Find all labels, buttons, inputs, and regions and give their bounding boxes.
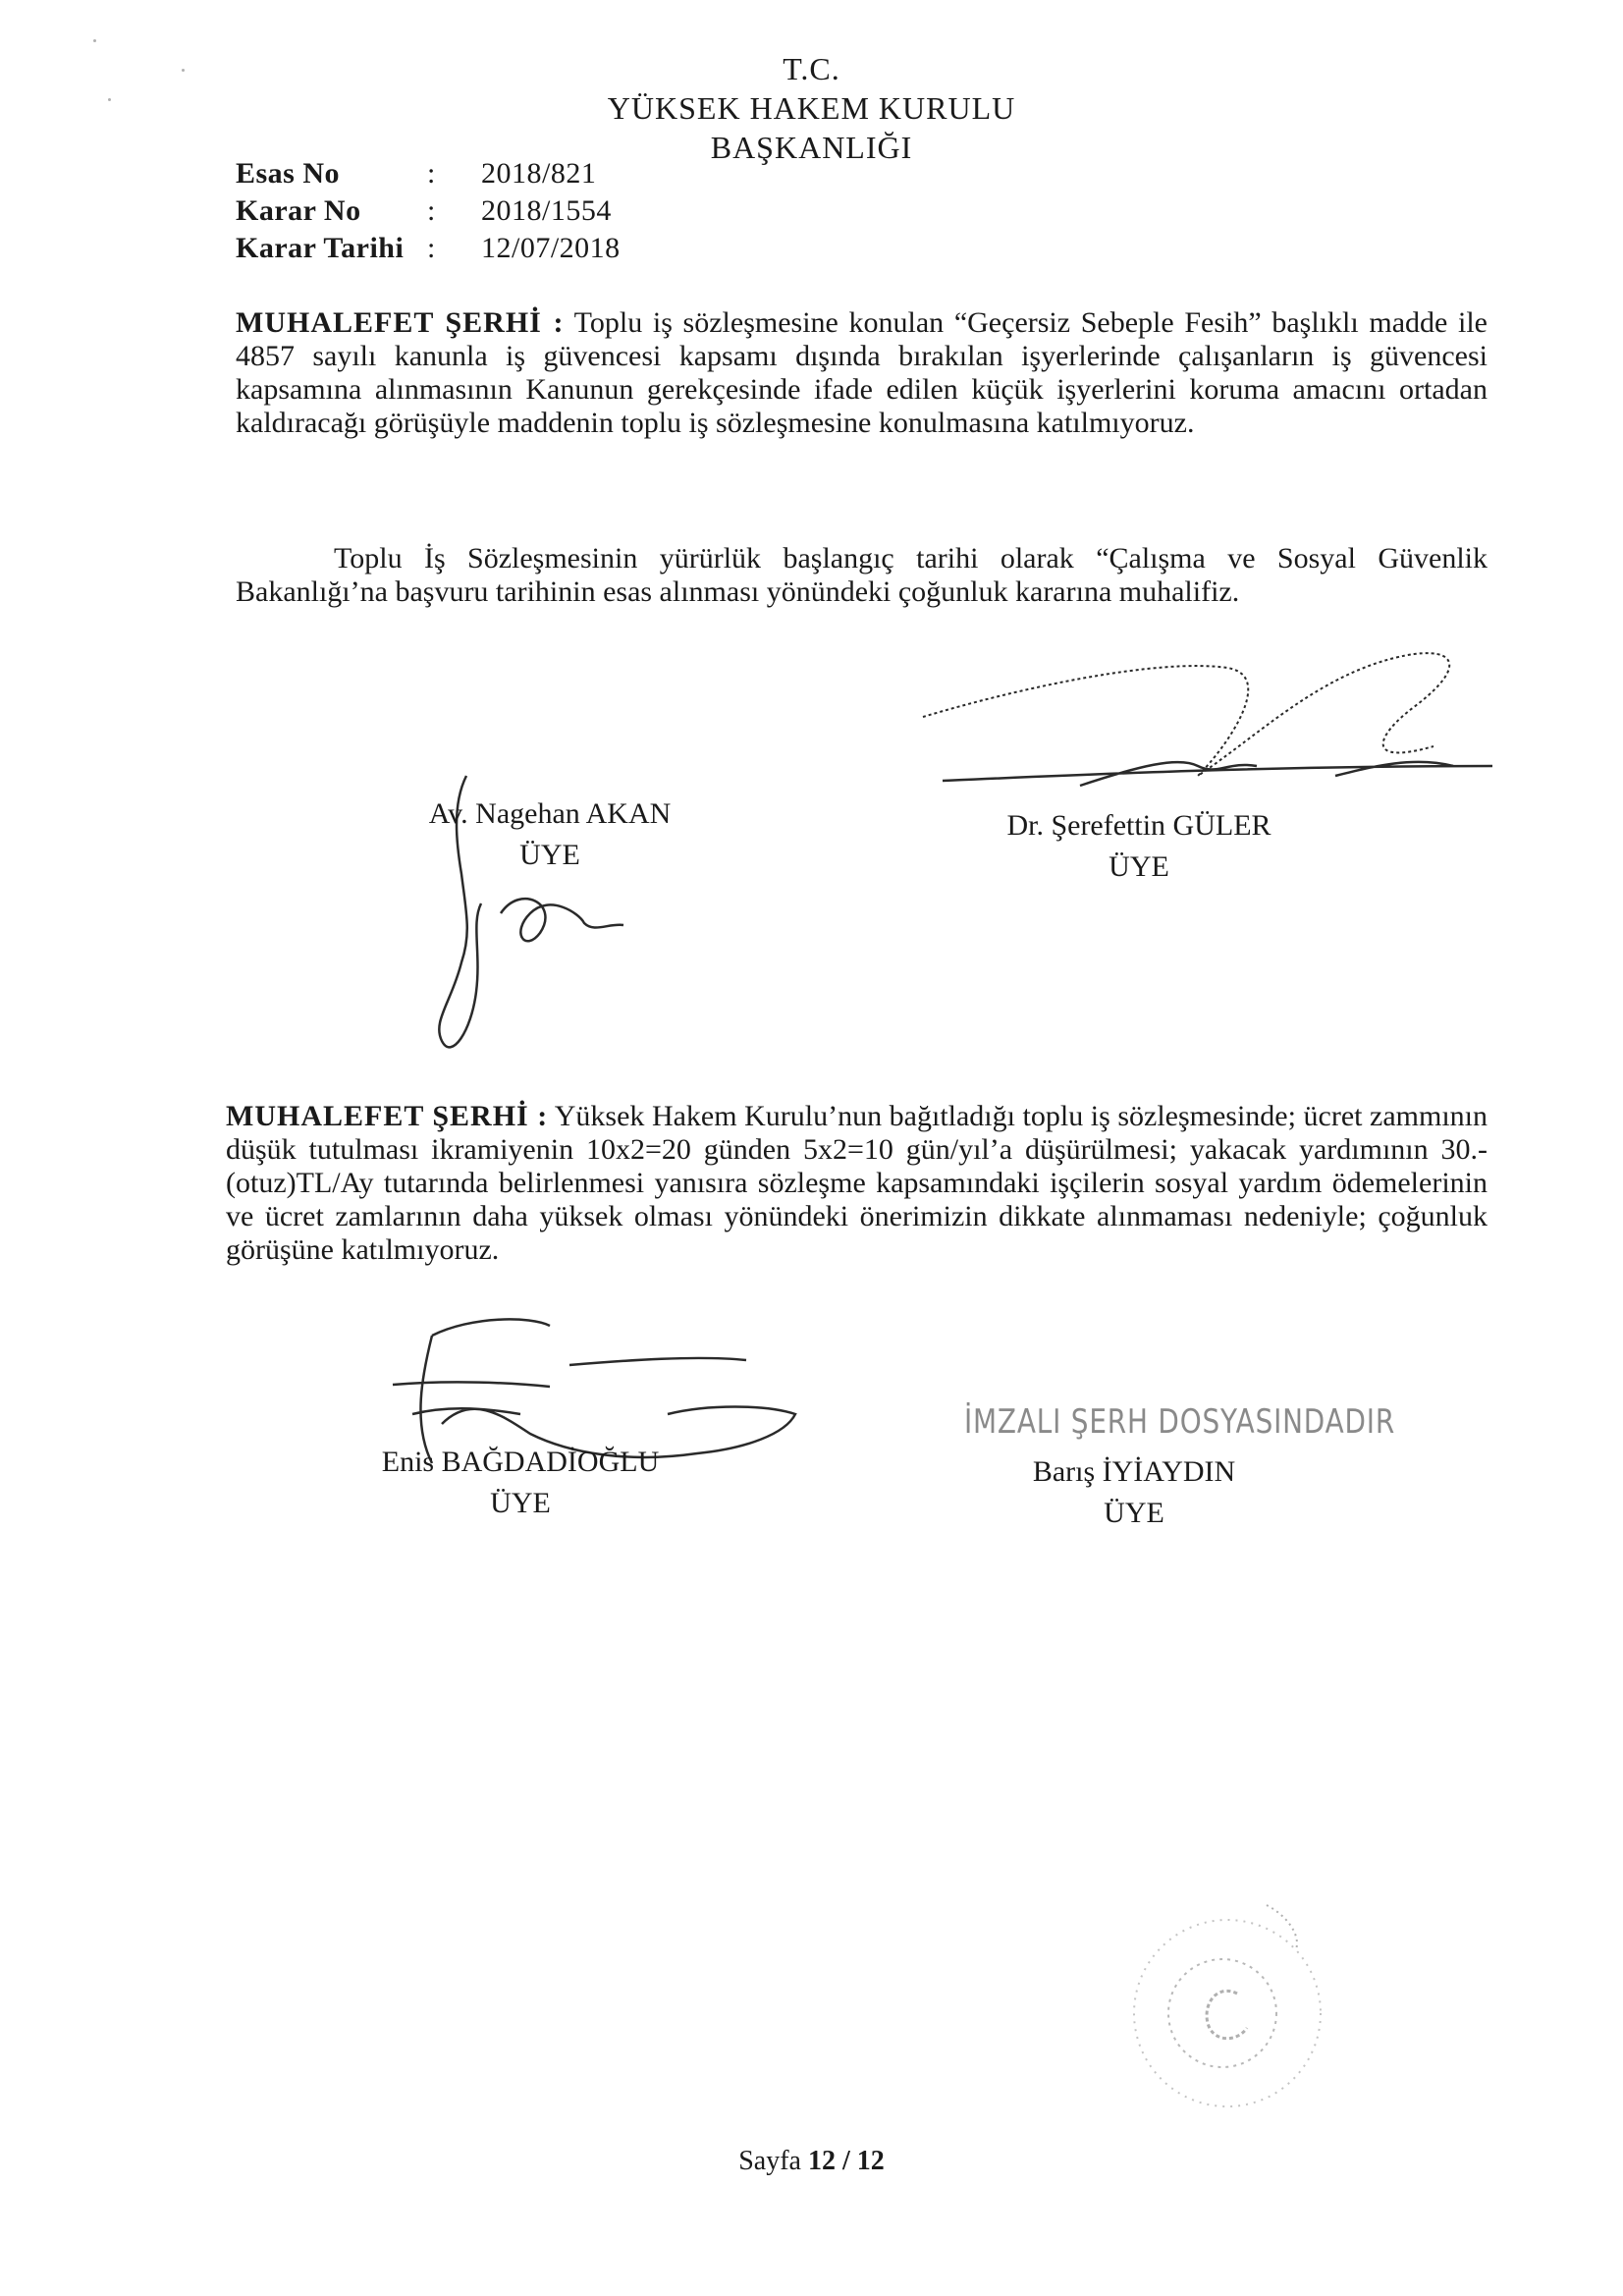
dissent-2-paragraph — [226, 1100, 1488, 1267]
dissent-1-paragraph-2: Toplu İş Sözleşmesinin yürürlük başlangıç tarihi olarak “Çalışma ve Sosyal Güvenlik Bakanlığı’na başvuru tarihinin esas alınması yönündeki çoğunluk kararına muhalifiz. — [236, 542, 1488, 608]
signatory-role: ÜYE — [1104, 1497, 1164, 1529]
meta-value: 12/07/2018 — [481, 232, 621, 264]
header-tc: T.C. — [783, 51, 840, 86]
signatory-name: Dr. Şerefettin GÜLER — [1006, 809, 1271, 842]
footer-prefix: Sayfa — [738, 2146, 801, 2176]
seal-stamp-icon — [1090, 1866, 1384, 2121]
footer-page-number: 12 / 12 — [807, 2146, 885, 2176]
meta-karar-tarihi — [236, 232, 621, 265]
dissent-2-heading: MUHALEFET ŞERHİ : — [226, 1100, 549, 1132]
meta-colon: : — [427, 194, 436, 227]
meta-colon: : — [427, 232, 436, 264]
signatory-role: ÜYE — [490, 1487, 551, 1519]
signatory-name: Av. Nagehan AKAN — [428, 797, 672, 830]
scan-speck — [93, 39, 96, 42]
signatory-guler — [933, 805, 1345, 888]
signatory-role: ÜYE — [1109, 850, 1169, 883]
signatory-name: Barış İYİAYDIN — [1032, 1455, 1236, 1488]
meta-karar-no — [236, 194, 612, 228]
dissent-2-text: Yüksek Hakem Kurulu’nun bağıtladığı toplu iş sözleşmesinde; ücret zammının düşük tutulması ikramiyenin 10x2=20 günden 5x2=10 gün/yıl’a düşürülmesi; yakacak yardımının 30.-(otuz)TL/Ay tutarında belirlenmesi yanısıra sözleşme kapsamındaki işçilerin sosyal yardım ödemelerinin ve ücret zamlarının daha yüksek olması yönündeki önerimizin dikkate alınmaması nedeniyle; çoğunluk görüşüne katılmıyoruz. — [226, 1100, 1488, 1266]
signatory-bagdadioglu — [334, 1442, 707, 1524]
header-institution: YÜKSEK HAKEM KURULU — [607, 90, 1016, 126]
meta-label: Esas No — [236, 157, 341, 190]
signed-dissent-stamp-note: İMZALI ŞERH DOSYASINDADIR — [964, 1402, 1396, 1442]
meta-colon: : — [427, 157, 436, 190]
meta-label: Karar No — [236, 194, 361, 227]
signatory-iyiaydin — [943, 1451, 1325, 1534]
scan-speck — [108, 98, 111, 101]
meta-esas-no — [236, 157, 596, 191]
signatory-name: Enis BAĞDADİOĞLU — [381, 1446, 660, 1478]
page-footer — [0, 2146, 1623, 2177]
dissent-1-paragraph — [236, 306, 1488, 440]
dissent-1-heading: MUHALEFET ŞERHİ : — [236, 306, 565, 339]
signatory-role: ÜYE — [519, 839, 580, 871]
header-presidency: BAŞKANLIĞI — [710, 130, 913, 165]
scan-speck — [182, 69, 185, 72]
meta-label: Karar Tarihi — [236, 232, 405, 264]
signatory-akan — [373, 793, 727, 876]
meta-value: 2018/821 — [481, 157, 597, 190]
dissent-1-text: Toplu iş sözleşmesine konulan “Geçersiz Sebeple Fesih” başlıklı madde ile 4857 sayılı kanunla iş güvencesi kapsamı dışında bırakılan işyerlerinde çalışanların iş güvencesi kapsamına alınmasının Kanunun gerekçesinde ifade edilen küçük işyerlerini koruma amacını ortadan kaldıracağı görüşüyle maddenin toplu iş sözleşmesine konulmasına katılmıyoruz. — [236, 306, 1488, 439]
signature-guler-icon — [903, 619, 1512, 815]
meta-value: 2018/1554 — [481, 194, 612, 227]
